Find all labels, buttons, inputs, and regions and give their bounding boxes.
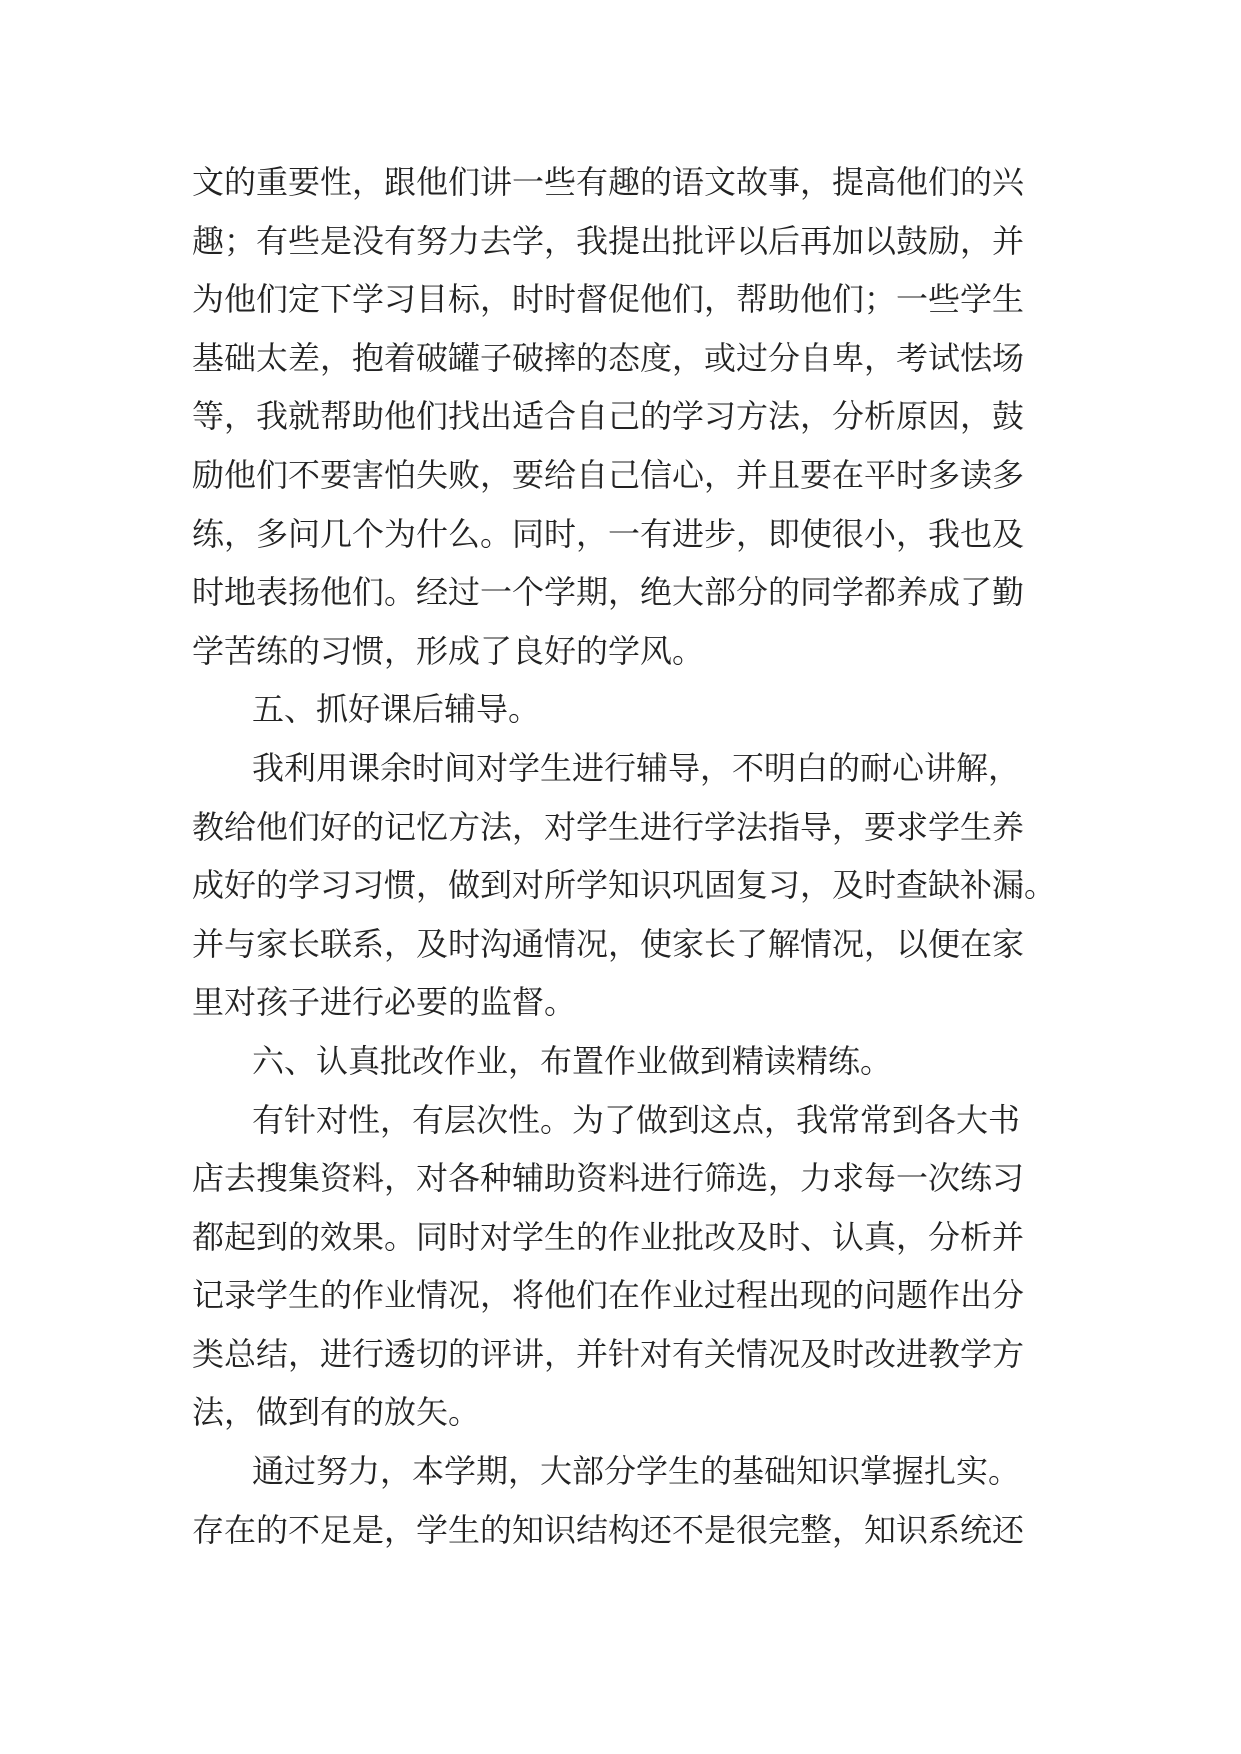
document-body bbox=[192, 153, 1072, 1559]
text-line: 记录学生的作业情况，将他们在作业过程出现的问题作出分 bbox=[192, 1276, 1025, 1315]
text-line: 文的重要性，跟他们讲一些有趣的语文故事，提高他们的兴 bbox=[192, 163, 1025, 201]
text-line: 时地表扬他们。经过一个学期，绝大部分的同学都养成了勤 bbox=[192, 573, 1025, 612]
text-line: 成好的学习习惯，做到对所学知识巩固复习，及时查缺补漏。 bbox=[192, 866, 1057, 905]
text-line: 都起到的效果。同时对学生的作业批改及时、认真，分析并 bbox=[192, 1217, 1025, 1256]
text-line: 五、抓好课后辅导。 bbox=[252, 690, 541, 729]
text-line: 基础太差，抱着破罐子破摔的态度，或过分自卑，考试怯场 bbox=[192, 338, 1025, 377]
text-line: 练，多问几个为什么。同时，一有进步，即使很小，我也及 bbox=[192, 514, 1025, 553]
text-line: 通过努力，本学期，大部分学生的基础知识掌握扎实。 bbox=[252, 1452, 1021, 1491]
text-line: 教给他们好的记忆方法，对学生进行学法指导，要求学生养 bbox=[192, 807, 1025, 846]
text-line: 存在的不足是，学生的知识结构还不是很完整，知识系统还 bbox=[192, 1510, 1025, 1549]
text-line: 法，做到有的放矢。 bbox=[192, 1393, 481, 1432]
text-line: 六、认真批改作业，布置作业做到精读精练。 bbox=[252, 1041, 893, 1080]
text-line: 类总结，进行透切的评讲，并针对有关情况及时改进教学方 bbox=[192, 1334, 1025, 1373]
text-line: 趣；有些是没有努力去学，我提出批评以后再加以鼓励，并 bbox=[192, 221, 1025, 260]
text-line: 店去搜集资料，对各种辅助资料进行筛选，力求每一次练习 bbox=[192, 1159, 1025, 1198]
text-line: 我利用课余时间对学生进行辅导，不明白的耐心讲解， bbox=[252, 748, 1021, 787]
text-line: 里对孩子进行必要的监督。 bbox=[192, 983, 577, 1022]
text-line: 等，我就帮助他们找出适合自己的学习方法，分析原因，鼓 bbox=[192, 397, 1025, 436]
text-line: 励他们不要害怕失败，要给自己信心，并且要在平时多读多 bbox=[192, 455, 1025, 494]
text-line: 并与家长联系，及时沟通情况，使家长了解情况，以便在家 bbox=[192, 924, 1025, 963]
text-line: 学苦练的习惯，形成了良好的学风。 bbox=[192, 631, 705, 670]
text-line: 有针对性，有层次性。为了做到这点，我常常到各大书 bbox=[252, 1100, 1021, 1139]
text-line: 为他们定下学习目标，时时督促他们，帮助他们；一些学生 bbox=[192, 280, 1025, 319]
